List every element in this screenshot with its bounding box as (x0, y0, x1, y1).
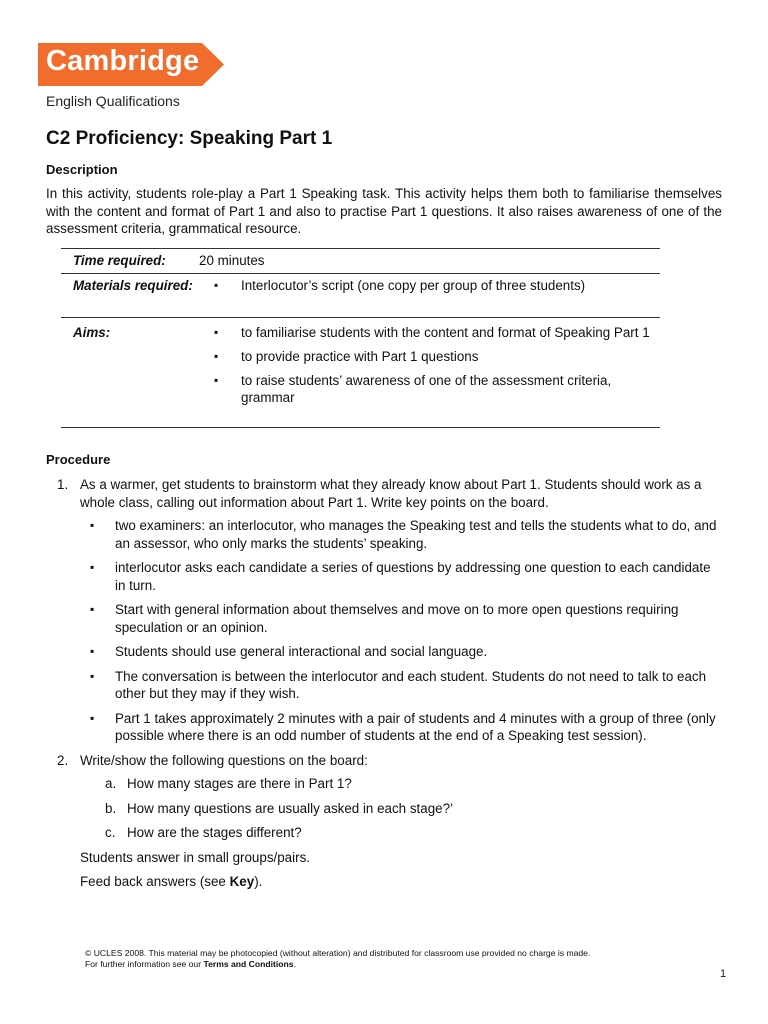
cambridge-logo (38, 43, 224, 109)
question-text: How are the stages different? (127, 825, 302, 840)
terms-link[interactable]: Terms and Conditions (203, 959, 294, 969)
logo-brand-name: Cambridge (46, 45, 200, 77)
step-1-points (80, 517, 722, 745)
logo-subtitle: English Qualifications (46, 93, 180, 109)
procedure-step-1 (46, 476, 722, 745)
materials-row (61, 274, 660, 318)
step-point: ▪ The conversation is between the interlocutor and each student. Students do not need to talk to each other but they may if they wish. (80, 668, 722, 703)
question-item (80, 800, 722, 818)
materials-item: ▪ Interlocutor’s script (one copy per group of three students) (214, 277, 660, 294)
aims-label: Aims: (73, 325, 111, 340)
question-letter: a. (105, 776, 117, 791)
procedure-heading: Procedure (46, 452, 111, 467)
step-point: ▪ Students should use general interactional and social language. (80, 643, 722, 661)
step-number: 2. (57, 752, 69, 768)
procedure-step-2 (46, 752, 722, 891)
time-label: Time required: (73, 253, 166, 268)
step-feedback-text (80, 873, 722, 891)
step-point: ▪ Part 1 takes approximately 2 minutes with a pair of students and 4 minutes with a group of three (only possible where there is an odd number of students at the end of a Speaking test session). (80, 710, 722, 745)
page-title: C2 Proficiency: Speaking Part 1 (46, 128, 333, 149)
step-text: As a warmer, get students to brainstorm what they already know about Part 1. Students should work as a whole class, calling out information about Part 1. Write key points on the board. (80, 477, 702, 510)
question-item (80, 775, 722, 793)
question-list (80, 775, 722, 842)
terms-suffix: . (293, 959, 296, 969)
feedback-prefix: Feed back answers (see (80, 874, 230, 889)
terms-line (85, 959, 590, 970)
aims-value (199, 324, 660, 427)
aims-item: ▪ to familiarise students with the content and format of Speaking Part 1 (214, 324, 660, 341)
key-reference: Key (229, 874, 255, 889)
step-point: ▪ interlocutor asks each candidate a series of questions by addressing one question to each candidate in turn. (80, 559, 722, 594)
question-letter: c. (105, 825, 116, 840)
step-point: ▪ Start with general information about themselves and move on to more open questions requiring speculation or an opinion. (80, 601, 722, 636)
activity-info-table (61, 248, 660, 428)
aims-row (61, 318, 660, 428)
step-point: ▪ two examiners: an interlocutor, who manages the Speaking test and tells the students what to do, and an assessor, who only marks the students’ speaking. (80, 517, 722, 552)
time-value: 20 minutes (199, 253, 265, 268)
page-number: 1 (720, 968, 727, 980)
question-text: How many stages are there in Part 1? (127, 776, 352, 791)
procedure-list (46, 476, 722, 898)
step-number: 1. (57, 477, 69, 492)
aims-list (199, 324, 660, 406)
description-text: In this activity, students role-play a Part 1 Speaking task. This activity helps them both to familiarise themselves with the content and format of Part 1 and also to practise Part 1 questions. It also raises awareness of one of the assessment criteria, grammatical resource. (46, 186, 722, 236)
time-row (61, 249, 660, 274)
terms-prefix: For further information see our (85, 959, 204, 969)
description-heading: Description (46, 162, 118, 177)
aims-item: ▪ to raise students’ awareness of one of the assessment criteria, grammar (214, 372, 660, 406)
materials-value (199, 277, 660, 317)
copyright-footer (85, 948, 590, 970)
logo-tag-shape (38, 43, 224, 86)
copyright-line: © UCLES 2008. This material may be photocopied (without alteration) and distributed for classroom use provided no charge is made. (85, 948, 591, 958)
aims-item: ▪ to provide practice with Part 1 questions (214, 348, 660, 365)
materials-list (199, 277, 660, 294)
question-letter: b. (105, 800, 117, 816)
question-item (80, 824, 722, 842)
question-text: How many questions are usually asked in each stage?’ (127, 800, 454, 816)
step-text: Write/show the following questions on the board: (80, 752, 368, 768)
feedback-suffix: ). (254, 874, 263, 889)
step-followup-text: Students answer in small groups/pairs. (80, 849, 310, 865)
materials-label: Materials required: (73, 278, 193, 293)
